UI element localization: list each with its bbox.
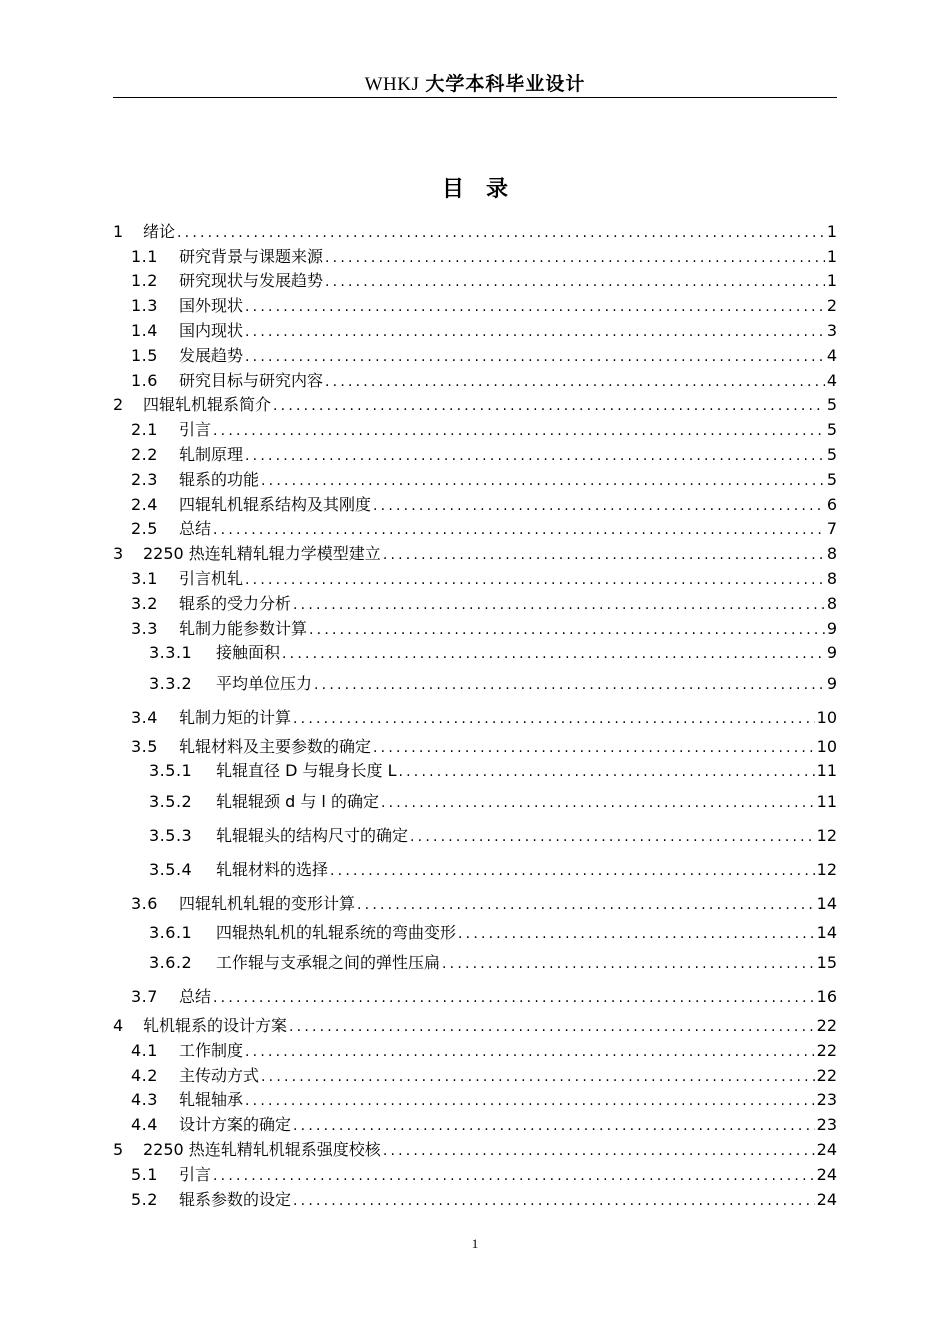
toc-entry-page: 8 xyxy=(826,568,837,588)
toc-entry[interactable] xyxy=(113,919,837,944)
toc-entry-title: 发展趋势 xyxy=(179,345,244,365)
toc-entry-title: 轧辊轴承 xyxy=(179,1090,244,1110)
toc-dot-leader xyxy=(293,1192,815,1210)
toc-entry-number: 5.2 xyxy=(131,1189,158,1209)
toc-entry-page: 22 xyxy=(816,1040,837,1060)
toc-dot-leader xyxy=(213,521,825,539)
toc-entry-page: 8 xyxy=(826,544,837,564)
toc-entry[interactable] xyxy=(113,817,837,851)
toc-entry[interactable] xyxy=(113,1012,837,1037)
toc-entry-number: 3.5 xyxy=(131,736,158,756)
toc-entry-number: 3.1 xyxy=(131,568,158,588)
toc-dot-leader xyxy=(399,763,815,781)
toc-entry-title: 轧辊辊颈 d 与 l 的确定 xyxy=(216,791,379,811)
toc-entry[interactable] xyxy=(113,516,837,541)
toc-entry-page: 24 xyxy=(816,1189,837,1209)
toc-entry-page: 7 xyxy=(826,519,837,539)
toc-entry[interactable] xyxy=(113,317,837,342)
toc-entry[interactable] xyxy=(113,218,837,243)
toc-entry-number: 4.2 xyxy=(131,1065,158,1085)
toc-entry-number: 2.2 xyxy=(131,444,158,464)
toc-entry-page: 5 xyxy=(826,444,837,464)
toc-dot-leader xyxy=(357,896,815,914)
toc-entry-number: 1.3 xyxy=(131,296,158,316)
toc-entry-page: 12 xyxy=(816,825,837,845)
toc-entry-page: 16 xyxy=(816,987,837,1007)
page-title: 目录 xyxy=(441,177,530,202)
toc-entry-title: 研究背景与课题来源 xyxy=(179,246,324,266)
toc-dot-leader xyxy=(245,298,825,316)
toc-entry-number: 4 xyxy=(113,1016,124,1036)
toc-entry[interactable] xyxy=(113,851,837,885)
toc-entry-number: 4.4 xyxy=(131,1115,158,1135)
toc-entry-title: 轧制原理 xyxy=(179,444,244,464)
toc-entry[interactable] xyxy=(113,1111,837,1136)
toc-dot-leader xyxy=(245,1043,815,1061)
toc-dot-leader xyxy=(442,955,815,973)
toc-entry-page: 5 xyxy=(826,420,837,440)
toc-entry[interactable] xyxy=(113,540,837,565)
toc-entry-number: 5.1 xyxy=(131,1164,158,1184)
header-rule xyxy=(113,97,837,98)
toc-entry[interactable] xyxy=(113,733,837,758)
toc-entry-page: 5 xyxy=(826,469,837,489)
toc-entry-page: 1 xyxy=(826,221,837,241)
toc-entry-page: 9 xyxy=(826,673,837,693)
table-of-contents xyxy=(113,218,837,1211)
toc-entry-title: 轧辊材料的选择 xyxy=(216,859,329,879)
toc-entry-page: 24 xyxy=(816,1140,837,1160)
toc-entry[interactable] xyxy=(113,491,837,516)
toc-entry[interactable] xyxy=(113,367,837,392)
toc-entry[interactable] xyxy=(113,1037,837,1062)
toc-entry-number: 1.4 xyxy=(131,320,158,340)
toc-dot-leader xyxy=(245,571,825,589)
toc-dot-leader xyxy=(245,348,825,366)
toc-entry[interactable] xyxy=(113,1087,837,1112)
toc-entry-title: 工作制度 xyxy=(179,1040,244,1060)
toc-entry-title: 平均单位压力 xyxy=(216,673,313,693)
toc-entry-title: 总结 xyxy=(179,519,212,539)
toc-entry-number: 3.5.1 xyxy=(149,761,193,781)
toc-entry-page: 3 xyxy=(826,320,837,340)
toc-entry-number: 1.5 xyxy=(131,345,158,365)
toc-entry-number: 3.7 xyxy=(131,987,158,1007)
toc-entry[interactable] xyxy=(113,1062,837,1087)
toc-entry[interactable] xyxy=(113,1161,837,1186)
toc-dot-leader xyxy=(309,621,825,639)
toc-entry-number: 3.5.3 xyxy=(149,825,193,845)
toc-entry-title: 研究目标与研究内容 xyxy=(179,370,324,390)
toc-entry-number: 3.4 xyxy=(131,707,158,727)
toc-entry[interactable] xyxy=(113,758,837,783)
toc-entry-page: 11 xyxy=(816,791,837,811)
toc-entry[interactable] xyxy=(113,590,837,615)
toc-entry-page: 10 xyxy=(816,736,837,756)
toc-dot-leader xyxy=(383,1142,815,1160)
toc-dot-leader xyxy=(293,596,825,614)
toc-dot-leader xyxy=(381,794,815,812)
toc-dot-leader xyxy=(325,273,825,291)
toc-entry-number: 3.3.1 xyxy=(149,643,193,663)
toc-dot-leader xyxy=(213,422,825,440)
toc-entry-number: 3.6.2 xyxy=(149,953,193,973)
toc-dot-leader xyxy=(213,989,815,1007)
toc-entry-page: 11 xyxy=(816,761,837,781)
toc-entry[interactable] xyxy=(113,640,837,665)
toc-entry-page: 14 xyxy=(816,922,837,942)
toc-entry-title: 辊系的受力分析 xyxy=(179,593,292,613)
toc-entry-page: 23 xyxy=(816,1090,837,1110)
toc-entry-number: 3.3.2 xyxy=(149,673,193,693)
toc-dot-leader xyxy=(289,1018,815,1036)
toc-dot-leader xyxy=(383,546,825,564)
toc-entry-title: 引言 xyxy=(179,1164,212,1184)
toc-dot-leader xyxy=(261,472,825,490)
toc-entry-title: 轧制力能参数计算 xyxy=(179,618,308,638)
toc-entry-page: 15 xyxy=(816,953,837,973)
toc-entry[interactable] xyxy=(113,441,837,466)
toc-entry-title: 国内现状 xyxy=(179,320,244,340)
toc-dot-leader xyxy=(325,249,825,267)
toc-entry[interactable] xyxy=(113,292,837,317)
toc-entry-title: 辊系参数的设定 xyxy=(179,1189,292,1209)
toc-entry-title: 研究现状与发展趋势 xyxy=(179,271,324,291)
toc-dot-leader xyxy=(325,373,825,391)
toc-entry-page: 24 xyxy=(816,1164,837,1184)
header-text: 大学本科毕业设计 xyxy=(425,73,586,95)
toc-entry-title: 国外现状 xyxy=(179,296,244,316)
toc-entry-number: 2.3 xyxy=(131,469,158,489)
toc-dot-leader xyxy=(314,676,825,694)
toc-entry-title: 引言机轧 xyxy=(179,568,244,588)
toc-entry-number: 3 xyxy=(113,544,124,564)
toc-entry-title: 引言 xyxy=(179,420,212,440)
toc-entry[interactable] xyxy=(113,978,837,1012)
toc-entry-title: 轧机辊系的设计方案 xyxy=(143,1016,288,1036)
toc-entry-page: 22 xyxy=(816,1016,837,1036)
toc-entry-title: 四辊轧机辊系简介 xyxy=(143,395,272,415)
toc-entry-number: 1.1 xyxy=(131,246,158,266)
toc-dot-leader xyxy=(245,1092,815,1110)
toc-entry-title: 工作辊与支承辊之间的弹性压扁 xyxy=(216,953,441,973)
toc-entry-page: 1 xyxy=(826,246,837,266)
toc-entry[interactable] xyxy=(113,782,837,816)
toc-entry-title: 四辊轧机轧辊的变形计算 xyxy=(179,894,356,914)
toc-entry-number: 2.1 xyxy=(131,420,158,440)
toc-entry[interactable] xyxy=(113,1186,837,1211)
toc-entry-number: 3.5.2 xyxy=(149,791,193,811)
toc-dot-leader xyxy=(330,862,815,880)
toc-entry-page: 14 xyxy=(816,894,837,914)
toc-entry-title: 轧辊直径 D 与辊身长度 L xyxy=(216,761,397,781)
toc-entry[interactable] xyxy=(113,392,837,417)
toc-entry-title: 2250 热连轧精轧辊力学模型建立 xyxy=(143,544,381,564)
toc-dot-leader xyxy=(245,447,825,465)
toc-entry-page: 9 xyxy=(826,618,837,638)
toc-entry[interactable] xyxy=(113,342,837,367)
toc-entry-number: 2 xyxy=(113,395,124,415)
toc-dot-leader xyxy=(373,497,825,515)
toc-entry-title: 总结 xyxy=(179,987,212,1007)
toc-entry[interactable] xyxy=(113,243,837,268)
toc-dot-leader xyxy=(213,1167,815,1185)
toc-entry-title: 2250 热连轧精轧机辊系强度校核 xyxy=(143,1140,381,1160)
toc-entry-title: 轧辊材料及主要参数的确定 xyxy=(179,736,372,756)
toc-entry-page: 8 xyxy=(826,593,837,613)
toc-dot-leader xyxy=(458,925,815,943)
toc-entry-number: 4.3 xyxy=(131,1090,158,1110)
toc-entry[interactable] xyxy=(113,944,837,978)
toc-entry[interactable] xyxy=(113,416,837,441)
toc-entry[interactable] xyxy=(113,699,837,733)
toc-entry-title: 绪论 xyxy=(143,221,176,241)
toc-entry-page: 6 xyxy=(826,494,837,514)
toc-entry-page: 23 xyxy=(816,1115,837,1135)
toc-entry-page: 2 xyxy=(826,296,837,316)
toc-entry-number: 3.6.1 xyxy=(149,922,193,942)
toc-entry-title: 设计方案的确定 xyxy=(179,1115,292,1135)
toc-dot-leader xyxy=(293,710,815,728)
toc-dot-leader xyxy=(273,397,825,415)
toc-entry-number: 5 xyxy=(113,1140,124,1160)
toc-entry-number: 4.1 xyxy=(131,1040,158,1060)
toc-entry[interactable] xyxy=(113,565,837,590)
toc-entry[interactable] xyxy=(113,885,837,919)
toc-entry-number: 1 xyxy=(113,221,124,241)
toc-entry-title: 接触面积 xyxy=(216,643,281,663)
toc-dot-leader xyxy=(410,828,815,846)
toc-entry[interactable] xyxy=(113,268,837,293)
toc-entry-number: 2.5 xyxy=(131,519,158,539)
toc-entry-title: 主传动方式 xyxy=(179,1065,260,1085)
page-number: 1 xyxy=(471,1236,479,1251)
toc-entry-title: 轧制力矩的计算 xyxy=(179,707,292,727)
toc-dot-leader xyxy=(293,1117,815,1135)
toc-entry-page: 10 xyxy=(816,707,837,727)
toc-entry-page: 9 xyxy=(826,643,837,663)
toc-entry-number: 3.6 xyxy=(131,894,158,914)
toc-dot-leader xyxy=(177,224,825,242)
running-header xyxy=(113,70,837,98)
header-prefix: WHKJ xyxy=(364,74,420,95)
toc-entry[interactable] xyxy=(113,466,837,491)
toc-entry-title: 辊系的功能 xyxy=(179,469,260,489)
toc-entry-page: 4 xyxy=(826,370,837,390)
toc-entry-page: 1 xyxy=(826,271,837,291)
toc-entry[interactable] xyxy=(113,1136,837,1161)
toc-entry-page: 5 xyxy=(826,395,837,415)
toc-entry-page: 22 xyxy=(816,1065,837,1085)
toc-entry-number: 1.6 xyxy=(131,370,158,390)
toc-dot-leader xyxy=(245,323,825,341)
toc-entry-number: 1.2 xyxy=(131,271,158,291)
toc-entry-page: 4 xyxy=(826,345,837,365)
toc-entry[interactable] xyxy=(113,615,837,640)
toc-entry[interactable] xyxy=(113,664,837,698)
toc-entry-number: 3.3 xyxy=(131,618,158,638)
toc-entry-title: 四辊轧机辊系结构及其刚度 xyxy=(179,494,372,514)
toc-entry-title: 轧辊辊头的结构尺寸的确定 xyxy=(216,825,409,845)
toc-entry-number: 3.2 xyxy=(131,593,158,613)
toc-entry-number: 3.5.4 xyxy=(149,859,193,879)
toc-dot-leader xyxy=(373,739,815,757)
toc-dot-leader xyxy=(282,645,825,663)
toc-entry-number: 2.4 xyxy=(131,494,158,514)
toc-entry-title: 四辊热轧机的轧辊系统的弯曲变形 xyxy=(216,922,457,942)
toc-entry-page: 12 xyxy=(816,859,837,879)
toc-dot-leader xyxy=(261,1068,815,1086)
